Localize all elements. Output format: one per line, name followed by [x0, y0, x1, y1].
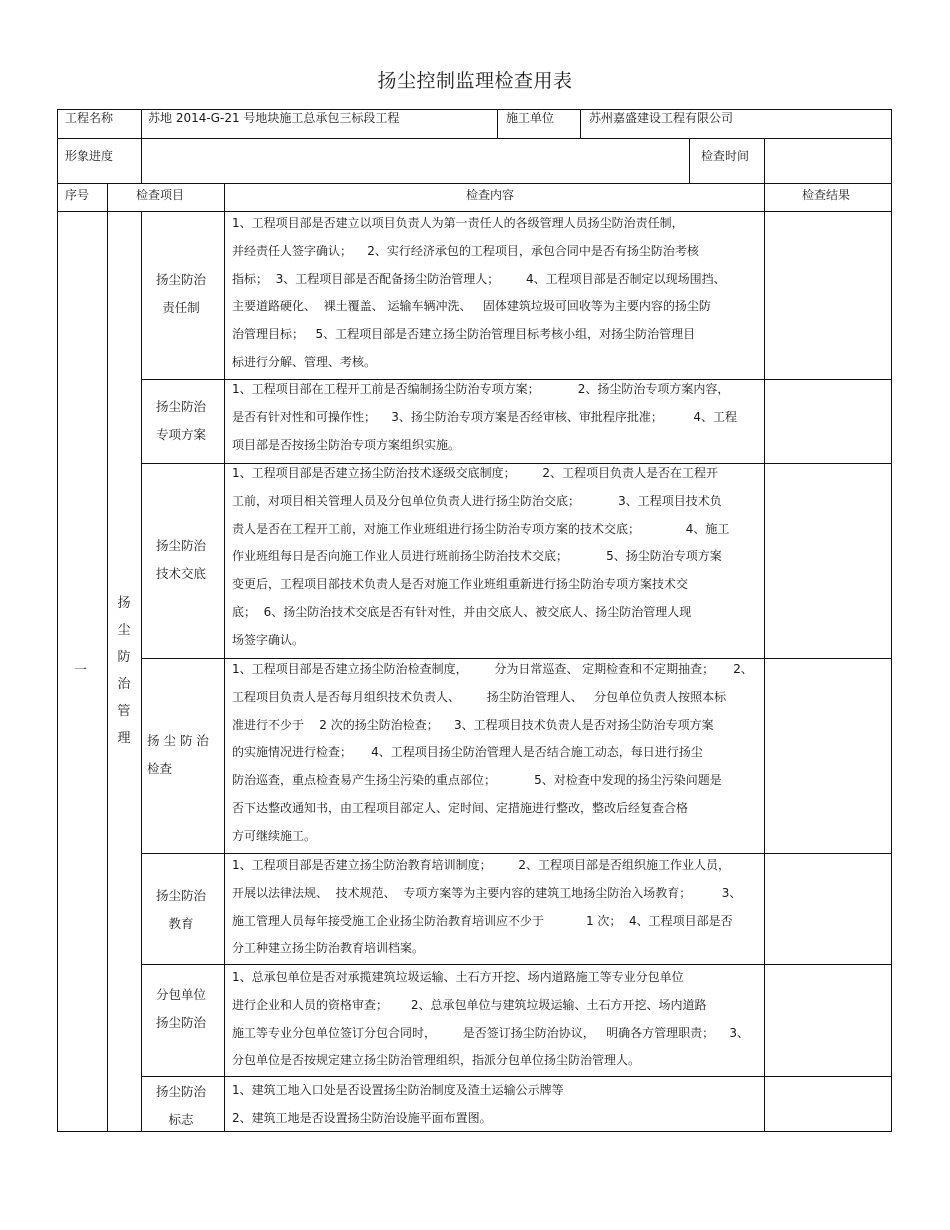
check-item-name-line: 扬尘防治 [155, 538, 206, 553]
check-item-name [139, 266, 223, 322]
section-name-char: 治 [117, 677, 131, 692]
check-item-name-line: 责任制 [162, 300, 200, 315]
section-seq: 一 [74, 663, 88, 678]
check-result-cell[interactable] [765, 854, 890, 963]
content-line: 底； 6、扬尘防治技术交底是否有针对性，并由交底人、被交底人、扬尘防治管理人现 [232, 604, 692, 619]
check-item-name [139, 1078, 223, 1134]
content-line: 1、总承包单位是否对承揽建筑垃圾运输、土石方开挖、场内道路施工等专业分包单位 [232, 970, 684, 984]
check-item-name-line: 检查 [147, 761, 173, 776]
table-right-border [891, 109, 892, 1132]
column-header-seq: 序号 [65, 188, 90, 202]
content-line: 变更后，工程项目部技术负责人是否对施工作业班组重新进行扬尘防治专项方案技术交 [232, 577, 689, 592]
content-line: 1、工程项目部是否建立扬尘防治检查制度， 分为日常巡查、 定期检查和不定期抽查； 2、 [232, 662, 753, 676]
check-result-cell[interactable] [765, 659, 890, 852]
check-result-cell[interactable] [765, 1077, 890, 1130]
content-line: 1、工程项目部是否建立以项目负责人为第一责任人的各级管理人员扬尘防治责任制， [232, 216, 684, 230]
content-line: 2、建筑工地是否设置扬尘防治设施平面布置图。 [232, 1110, 492, 1125]
check-content [232, 376, 758, 459]
content-line: 1、工程项目部是否建立扬尘防治教育培训制度； 2、工程项目部是否组织施工作业人员， [232, 858, 730, 872]
content-line: 否下达整改通知书，由工程项目部定人、定时间、定措施进行整改，整改后经复查合格 [232, 800, 689, 815]
check-item-name [139, 393, 223, 449]
check-time-label: 检查时间 [701, 149, 750, 163]
content-line: 施工管理人员每年接受施工企业扬尘防治教育培训应不少于 1 次； 4、工程项目部是否 [232, 913, 733, 928]
col-divider [224, 183, 225, 1132]
content-line: 并经责任人签字确认； 2、实行经济承包的工程项目，承包合同中是否有扬尘防治考核 [232, 243, 699, 258]
content-line: 工前，对项目相关管理人员及分包单位负责人进行扬尘防治交底； 3、工程项目技术负 [232, 493, 722, 508]
section-name-char: 防 [117, 650, 131, 665]
check-time-field[interactable] [765, 139, 890, 182]
check-item-name-line: 标志 [168, 1112, 194, 1127]
col-divider [580, 109, 581, 138]
check-item-name-line: 分包单位 [155, 987, 206, 1002]
section-name-char: 尘 [117, 623, 131, 638]
content-line: 工程项目负责人是否每月组织技术负责人、 扬尘防治管理人、 分包单位负责人按照本标 [232, 689, 727, 704]
content-line: 1、工程项目部在工程开工前是否编制扬尘防治专项方案； 2、扬尘防治专项方案内容， [232, 382, 730, 396]
content-line: 施工等专业分包单位签订分包合同时， 是否签订扬尘防治协议， 明确各方管理职责； 3、 [232, 1025, 750, 1040]
content-line: 标进行分解、管理、考核。 [232, 354, 377, 369]
col-divider [107, 183, 108, 211]
section-name-char: 管 [117, 704, 131, 719]
check-result-cell[interactable] [765, 380, 890, 462]
check-item-name [139, 981, 223, 1037]
progress-field[interactable] [142, 139, 688, 182]
content-line: 进行企业和人员的资格审查； 2、总承包单位与建筑垃圾运输、土石方开挖、场内道路 [232, 997, 707, 1012]
contractor-value: 苏州嘉盛建设工程有限公司 [589, 111, 734, 125]
check-item-name-line: 扬尘防治 [155, 1084, 206, 1099]
content-line: 场签字确认。 [232, 632, 305, 647]
content-line: 项目部是否按扬尘防治专项方案组织实施。 [232, 437, 461, 452]
check-result-cell[interactable] [765, 464, 890, 657]
check-item-name-line: 扬尘防治 [155, 272, 206, 287]
project-name-label: 工程名称 [65, 111, 114, 125]
check-content [232, 852, 758, 963]
col-divider [689, 138, 690, 183]
check-item-name [139, 882, 223, 938]
check-content [232, 1077, 758, 1133]
check-item-name-line: 扬 尘 防 治 [147, 733, 209, 748]
content-line: 1、工程项目部是否建立扬尘防治技术逐级交底制度； 2、工程项目负责人是否在工程开 [232, 466, 718, 480]
content-line: 准进行不少于 2 次的扬尘防治检查； 3、工程项目技术负责人是否对扬尘防治专项方案 [232, 717, 714, 732]
table-top-border [57, 109, 892, 110]
content-line: 的实施情况进行检查； 4、工程项目扬尘防治管理人是否结合施工动态，每日进行扬尘 [232, 745, 703, 760]
content-line: 治管理目标； 5、工程项目部是否建立扬尘防治管理目标考核小组，对扬尘防治管理目 [232, 327, 696, 342]
table-left-border [57, 109, 58, 1132]
content-line: 方可继续施工。 [232, 828, 317, 843]
check-item-name-line: 扬尘防治 [155, 888, 206, 903]
row-divider [57, 183, 892, 184]
check-result-cell[interactable] [765, 965, 890, 1075]
check-item-name-line: 技术交底 [155, 566, 206, 581]
content-line: 防治巡查，重点检查易产生扬尘污染的重点部位； 5、对检查中发现的扬尘污染问题是 [232, 773, 722, 788]
check-item-name-line: 专项方案 [155, 427, 206, 442]
column-header-content: 检查内容 [466, 188, 515, 202]
check-item-name [139, 727, 223, 783]
check-item-name-line: 教育 [168, 916, 194, 931]
column-header-result: 检查结果 [802, 188, 851, 202]
content-line: 主要道路硬化、 裸土覆盖、 运输车辆冲洗、 固体建筑垃圾可回收等为主要内容的扬尘防 [232, 299, 711, 314]
check-item-name-line: 扬尘防治 [155, 1015, 206, 1030]
content-line: 作业班组每日是否向施工作业人员进行班前扬尘防治技术交底； 5、扬尘防治专项方案 [232, 549, 722, 564]
project-name-value: 苏地 2014-G-21 号地块施工总承包三标段工程 [148, 111, 400, 125]
check-content [232, 210, 758, 377]
page-title: 扬尘控制监理检查用表 [377, 70, 573, 92]
check-content [232, 460, 758, 655]
content-line: 责人是否在工程开工前，对施工作业班组进行扬尘防治专项方案的技术交底； 4、施工 [232, 521, 730, 536]
progress-label: 形象进度 [65, 149, 114, 163]
section-name [108, 590, 140, 752]
check-item-name [139, 532, 223, 588]
contractor-label: 施工单位 [506, 111, 555, 125]
column-header-item: 检查项目 [136, 188, 185, 202]
content-line: 分工种建立扬尘防治教育培训档案。 [232, 941, 425, 956]
col-divider [141, 109, 142, 138]
check-content [232, 656, 758, 851]
content-line: 指标； 3、工程项目部是否配备扬尘防治管理人； 4、工程项目部是否制定以现场围挡、 [232, 271, 726, 286]
section-name-char: 扬 [117, 596, 131, 611]
check-result-cell[interactable] [765, 212, 890, 378]
content-line: 1、建筑工地入口处是否设置扬尘防治制度及渣土运输公示牌等 [232, 1083, 564, 1097]
col-divider [497, 109, 498, 138]
section-name-char: 理 [117, 731, 131, 746]
check-item-name-line: 扬尘防治 [155, 399, 206, 414]
content-line: 开展以法律法规、 技术规范、 专项方案等为主要内容的建筑工地扬尘防治入场教育； 3、 [232, 885, 742, 900]
check-content [232, 964, 758, 1075]
content-line: 分包单位是否按规定建立扬尘防治管理组织，指派分包单位扬尘防治管理人。 [232, 1053, 641, 1068]
content-line: 是否有针对性和可操作性； 3、扬尘防治专项方案是否经审核、审批程序批准； 4、工程 [232, 409, 738, 424]
